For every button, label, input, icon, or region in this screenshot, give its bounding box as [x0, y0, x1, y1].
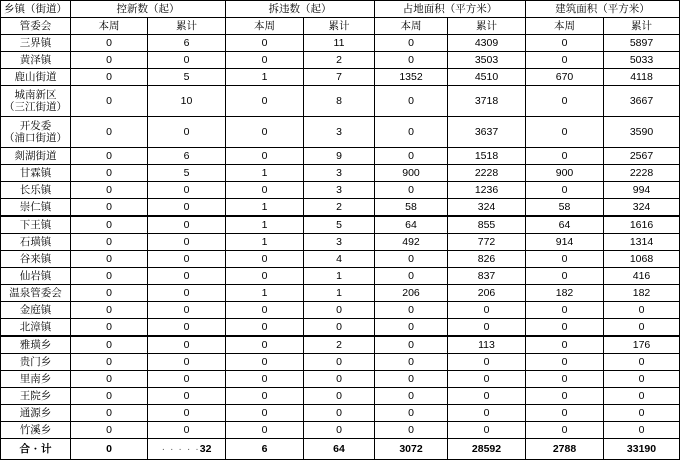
table-row [1, 371, 680, 388]
value-cell: 0 [148, 52, 226, 69]
value-cell: 0 [448, 354, 526, 371]
value-cell: 0 [226, 336, 304, 354]
town-name-cell: 黄泽镇 [1, 52, 71, 69]
total-value-cell: 28592 [448, 439, 526, 460]
value-cell: 0 [526, 182, 604, 199]
value-cell: 1 [226, 165, 304, 182]
total-value-cell: 64 [304, 439, 375, 460]
value-cell: 0 [71, 371, 148, 388]
value-cell: 0 [71, 117, 148, 148]
sub-header-cumulative: 累计 [604, 18, 680, 35]
value-cell: 0 [604, 354, 680, 371]
value-cell: 3 [304, 234, 375, 251]
value-cell: 4118 [604, 69, 680, 86]
value-cell: 6 [148, 148, 226, 165]
value-cell: 0 [71, 268, 148, 285]
value-cell: 0 [226, 371, 304, 388]
value-cell: 3 [304, 117, 375, 148]
value-cell: 0 [71, 52, 148, 69]
table-body [1, 1, 680, 460]
value-cell: 900 [526, 165, 604, 182]
value-cell: 1 [226, 69, 304, 86]
town-name-cell: 鹿山街道 [1, 69, 71, 86]
header-row-groups [1, 1, 680, 18]
value-cell: 5 [148, 165, 226, 182]
value-cell: 0 [304, 422, 375, 439]
value-cell: 0 [375, 405, 448, 422]
town-column-header-line2: 管委会 [1, 18, 71, 35]
value-cell: 0 [148, 388, 226, 405]
value-cell: 0 [304, 302, 375, 319]
total-value-cell: 0 [71, 439, 148, 460]
value-cell: 1 [226, 234, 304, 251]
value-cell: 1314 [604, 234, 680, 251]
value-cell: 2567 [604, 148, 680, 165]
table-row [1, 148, 680, 165]
total-value-cell: 3072 [375, 439, 448, 460]
value-cell: 0 [375, 319, 448, 337]
value-cell: 0 [448, 405, 526, 422]
town-name-cell: 贵门乡 [1, 354, 71, 371]
table-row [1, 86, 680, 117]
town-name-cell: 王院乡 [1, 388, 71, 405]
value-cell: 0 [226, 148, 304, 165]
value-cell: 0 [71, 388, 148, 405]
sub-header-cumulative: 累计 [148, 18, 226, 35]
sub-header-cumulative: 累计 [304, 18, 375, 35]
total-value-cell: 2788 [526, 439, 604, 460]
town-name-cell: 通源乡 [1, 405, 71, 422]
value-cell: 182 [604, 285, 680, 302]
table-row [1, 302, 680, 319]
table-row [1, 182, 680, 199]
group-header-land-area: 占地面积（平方米） [375, 1, 526, 18]
value-cell: 0 [375, 268, 448, 285]
value-cell: 1236 [448, 182, 526, 199]
table-row [1, 268, 680, 285]
value-cell: 5 [148, 69, 226, 86]
total-value-cell: 6 [226, 439, 304, 460]
value-cell: 0 [148, 354, 226, 371]
value-cell: 0 [148, 422, 226, 439]
value-cell: 4510 [448, 69, 526, 86]
value-cell: 0 [526, 319, 604, 337]
value-cell: 0 [526, 422, 604, 439]
value-cell: 5897 [604, 35, 680, 52]
value-cell: 0 [226, 268, 304, 285]
group-header-demolition: 拆违数（起） [226, 1, 375, 18]
value-cell: 4 [304, 251, 375, 268]
value-cell: 8 [304, 86, 375, 117]
value-cell: 64 [526, 216, 604, 234]
value-cell: 0 [148, 234, 226, 251]
value-cell: 0 [375, 371, 448, 388]
value-cell: 0 [226, 302, 304, 319]
table-row [1, 319, 680, 337]
value-cell: 0 [148, 199, 226, 217]
value-cell: 0 [226, 182, 304, 199]
table-row [1, 251, 680, 268]
total-value-cell: 33190 [604, 439, 680, 460]
value-cell: 0 [226, 35, 304, 52]
value-cell: 0 [71, 69, 148, 86]
value-cell: 0 [375, 336, 448, 354]
value-cell: 0 [375, 52, 448, 69]
value-cell: 0 [226, 86, 304, 117]
value-cell: 0 [226, 405, 304, 422]
value-cell: 0 [71, 35, 148, 52]
value-cell: 0 [526, 354, 604, 371]
value-cell: 0 [304, 371, 375, 388]
value-cell: 2 [304, 336, 375, 354]
value-cell: 0 [226, 117, 304, 148]
town-name-cell: 温泉管委会 [1, 285, 71, 302]
value-cell: 2228 [604, 165, 680, 182]
value-cell: 0 [71, 354, 148, 371]
value-cell: 0 [148, 302, 226, 319]
town-name-cell: 三界镇 [1, 35, 71, 52]
value-cell: 900 [375, 165, 448, 182]
value-cell: 2 [304, 52, 375, 69]
value-cell: 0 [71, 216, 148, 234]
value-cell: 0 [71, 165, 148, 182]
value-cell: 1616 [604, 216, 680, 234]
value-cell: 0 [604, 371, 680, 388]
value-cell: 0 [71, 251, 148, 268]
value-cell: 0 [148, 268, 226, 285]
value-cell: 58 [526, 199, 604, 217]
town-name-cell: 下王镇 [1, 216, 71, 234]
value-cell: 3503 [448, 52, 526, 69]
value-cell: 64 [375, 216, 448, 234]
table-row [1, 405, 680, 422]
town-name-line2: （三江街道） [4, 101, 67, 113]
value-cell: 0 [448, 371, 526, 388]
sub-header-week: 本周 [226, 18, 304, 35]
value-cell: 0 [304, 388, 375, 405]
table-row [1, 165, 680, 182]
value-cell: 0 [226, 319, 304, 337]
value-cell: 0 [526, 52, 604, 69]
table-row [1, 117, 680, 148]
value-cell: 0 [604, 388, 680, 405]
town-name-cell: 崇仁镇 [1, 199, 71, 217]
value-cell: 0 [526, 302, 604, 319]
value-cell: 206 [448, 285, 526, 302]
value-cell: 0 [226, 52, 304, 69]
value-cell: 3590 [604, 117, 680, 148]
value-cell: 0 [448, 319, 526, 337]
value-cell: 182 [526, 285, 604, 302]
value-cell: 0 [71, 422, 148, 439]
table-row [1, 216, 680, 234]
value-cell: 994 [604, 182, 680, 199]
total-value: 32 [199, 443, 212, 455]
value-cell: 855 [448, 216, 526, 234]
value-cell: 0 [71, 199, 148, 217]
town-name-cell: 谷来镇 [1, 251, 71, 268]
value-cell: 3 [304, 165, 375, 182]
town-name-cell: 剡湖街道 [1, 148, 71, 165]
value-cell: 0 [526, 251, 604, 268]
town-name-cell: 仙岩镇 [1, 268, 71, 285]
value-cell: 3 [304, 182, 375, 199]
value-cell: 0 [71, 319, 148, 337]
value-cell: 0 [375, 182, 448, 199]
value-cell: 416 [604, 268, 680, 285]
value-cell: 772 [448, 234, 526, 251]
town-name-line1: 城南新区 [14, 89, 57, 101]
value-cell: 206 [375, 285, 448, 302]
table-row [1, 35, 680, 52]
value-cell: 0 [71, 336, 148, 354]
value-cell: 0 [526, 388, 604, 405]
value-cell: 1068 [604, 251, 680, 268]
value-cell: 0 [148, 117, 226, 148]
value-cell: 0 [71, 302, 148, 319]
value-cell: 1 [226, 285, 304, 302]
town-name-cell: 北漳镇 [1, 319, 71, 337]
value-cell: 0 [526, 371, 604, 388]
value-cell: 0 [604, 422, 680, 439]
value-cell: 0 [148, 336, 226, 354]
value-cell: 0 [375, 86, 448, 117]
header-row-sub [1, 18, 680, 35]
value-cell: 0 [526, 405, 604, 422]
town-name-line2: （浦口街道） [4, 132, 67, 144]
town-name-cell: 竹溪乡 [1, 422, 71, 439]
value-cell: 0 [148, 251, 226, 268]
value-cell: 0 [375, 35, 448, 52]
value-cell: 1 [304, 268, 375, 285]
group-header-new-control: 控新数（起） [71, 1, 226, 18]
table-row [1, 234, 680, 251]
value-cell: 0 [71, 234, 148, 251]
value-cell: 0 [375, 388, 448, 405]
value-cell: 1352 [375, 69, 448, 86]
table-row [1, 336, 680, 354]
value-cell: 0 [604, 319, 680, 337]
value-cell: 914 [526, 234, 604, 251]
town-name-cell: 甘霖镇 [1, 165, 71, 182]
value-cell: 0 [148, 182, 226, 199]
value-cell: 0 [526, 117, 604, 148]
value-cell: 0 [304, 319, 375, 337]
town-name-cell [1, 86, 71, 117]
value-cell: 0 [148, 285, 226, 302]
value-cell: 0 [604, 405, 680, 422]
value-cell: 0 [226, 388, 304, 405]
sub-header-week: 本周 [526, 18, 604, 35]
value-cell: 5033 [604, 52, 680, 69]
value-cell: 0 [526, 86, 604, 117]
table-row [1, 199, 680, 217]
value-cell: 0 [604, 302, 680, 319]
value-cell: 4309 [448, 35, 526, 52]
value-cell: 11 [304, 35, 375, 52]
value-cell: 670 [526, 69, 604, 86]
table-row [1, 69, 680, 86]
value-cell: 324 [448, 199, 526, 217]
value-cell: 1 [226, 216, 304, 234]
value-cell: 0 [375, 251, 448, 268]
value-cell: 0 [304, 354, 375, 371]
value-cell: 0 [148, 405, 226, 422]
town-column-header-line1: 乡镇（街道） [1, 1, 71, 18]
value-cell: 0 [448, 388, 526, 405]
value-cell: 0 [375, 354, 448, 371]
town-name-cell: 里南乡 [1, 371, 71, 388]
value-cell: 0 [226, 422, 304, 439]
value-cell: 492 [375, 234, 448, 251]
value-cell: 10 [148, 86, 226, 117]
value-cell: 0 [71, 148, 148, 165]
value-cell: 9 [304, 148, 375, 165]
value-cell: 1 [304, 285, 375, 302]
sub-header-week: 本周 [71, 18, 148, 35]
total-label: 合 · 计 [1, 439, 71, 460]
value-cell: 0 [526, 336, 604, 354]
table-row [1, 285, 680, 302]
value-cell: 0 [226, 354, 304, 371]
table-row [1, 422, 680, 439]
value-cell: 3718 [448, 86, 526, 117]
value-cell: 2228 [448, 165, 526, 182]
value-cell: 837 [448, 268, 526, 285]
value-cell: 0 [448, 302, 526, 319]
value-cell: 176 [604, 336, 680, 354]
value-cell: 3667 [604, 86, 680, 117]
value-cell: 7 [304, 69, 375, 86]
value-cell: 2 [304, 199, 375, 217]
value-cell: 3637 [448, 117, 526, 148]
table-row [1, 52, 680, 69]
value-cell: 1518 [448, 148, 526, 165]
value-cell: 324 [604, 199, 680, 217]
value-cell: 58 [375, 199, 448, 217]
value-cell: 1 [226, 199, 304, 217]
value-cell: 6 [148, 35, 226, 52]
value-cell: 826 [448, 251, 526, 268]
value-cell: 0 [375, 302, 448, 319]
value-cell: 0 [375, 117, 448, 148]
value-cell: 0 [148, 371, 226, 388]
town-name-cell: 雅璜乡 [1, 336, 71, 354]
town-name-cell: 长乐镇 [1, 182, 71, 199]
sub-header-week: 本周 [375, 18, 448, 35]
group-header-building-area: 建筑面积（平方米） [526, 1, 680, 18]
value-cell: 0 [304, 405, 375, 422]
table-row [1, 388, 680, 405]
value-cell: 113 [448, 336, 526, 354]
value-cell: 0 [71, 86, 148, 117]
town-name-cell: 金庭镇 [1, 302, 71, 319]
value-cell: 5 [304, 216, 375, 234]
town-name-cell [1, 117, 71, 148]
sub-header-cumulative: 累计 [448, 18, 526, 35]
value-cell: 0 [375, 422, 448, 439]
town-name-line1: 开发委 [19, 120, 52, 132]
leader-dots: · · · · · [161, 443, 200, 455]
table-row [1, 354, 680, 371]
town-name-cell: 石璜镇 [1, 234, 71, 251]
value-cell: 0 [148, 216, 226, 234]
value-cell: 0 [148, 319, 226, 337]
value-cell: 0 [71, 182, 148, 199]
value-cell: 0 [71, 405, 148, 422]
value-cell: 0 [448, 422, 526, 439]
value-cell: 0 [526, 148, 604, 165]
value-cell: 0 [526, 268, 604, 285]
value-cell: 0 [71, 285, 148, 302]
value-cell: 0 [226, 251, 304, 268]
value-cell: 0 [526, 35, 604, 52]
value-cell: 0 [375, 148, 448, 165]
